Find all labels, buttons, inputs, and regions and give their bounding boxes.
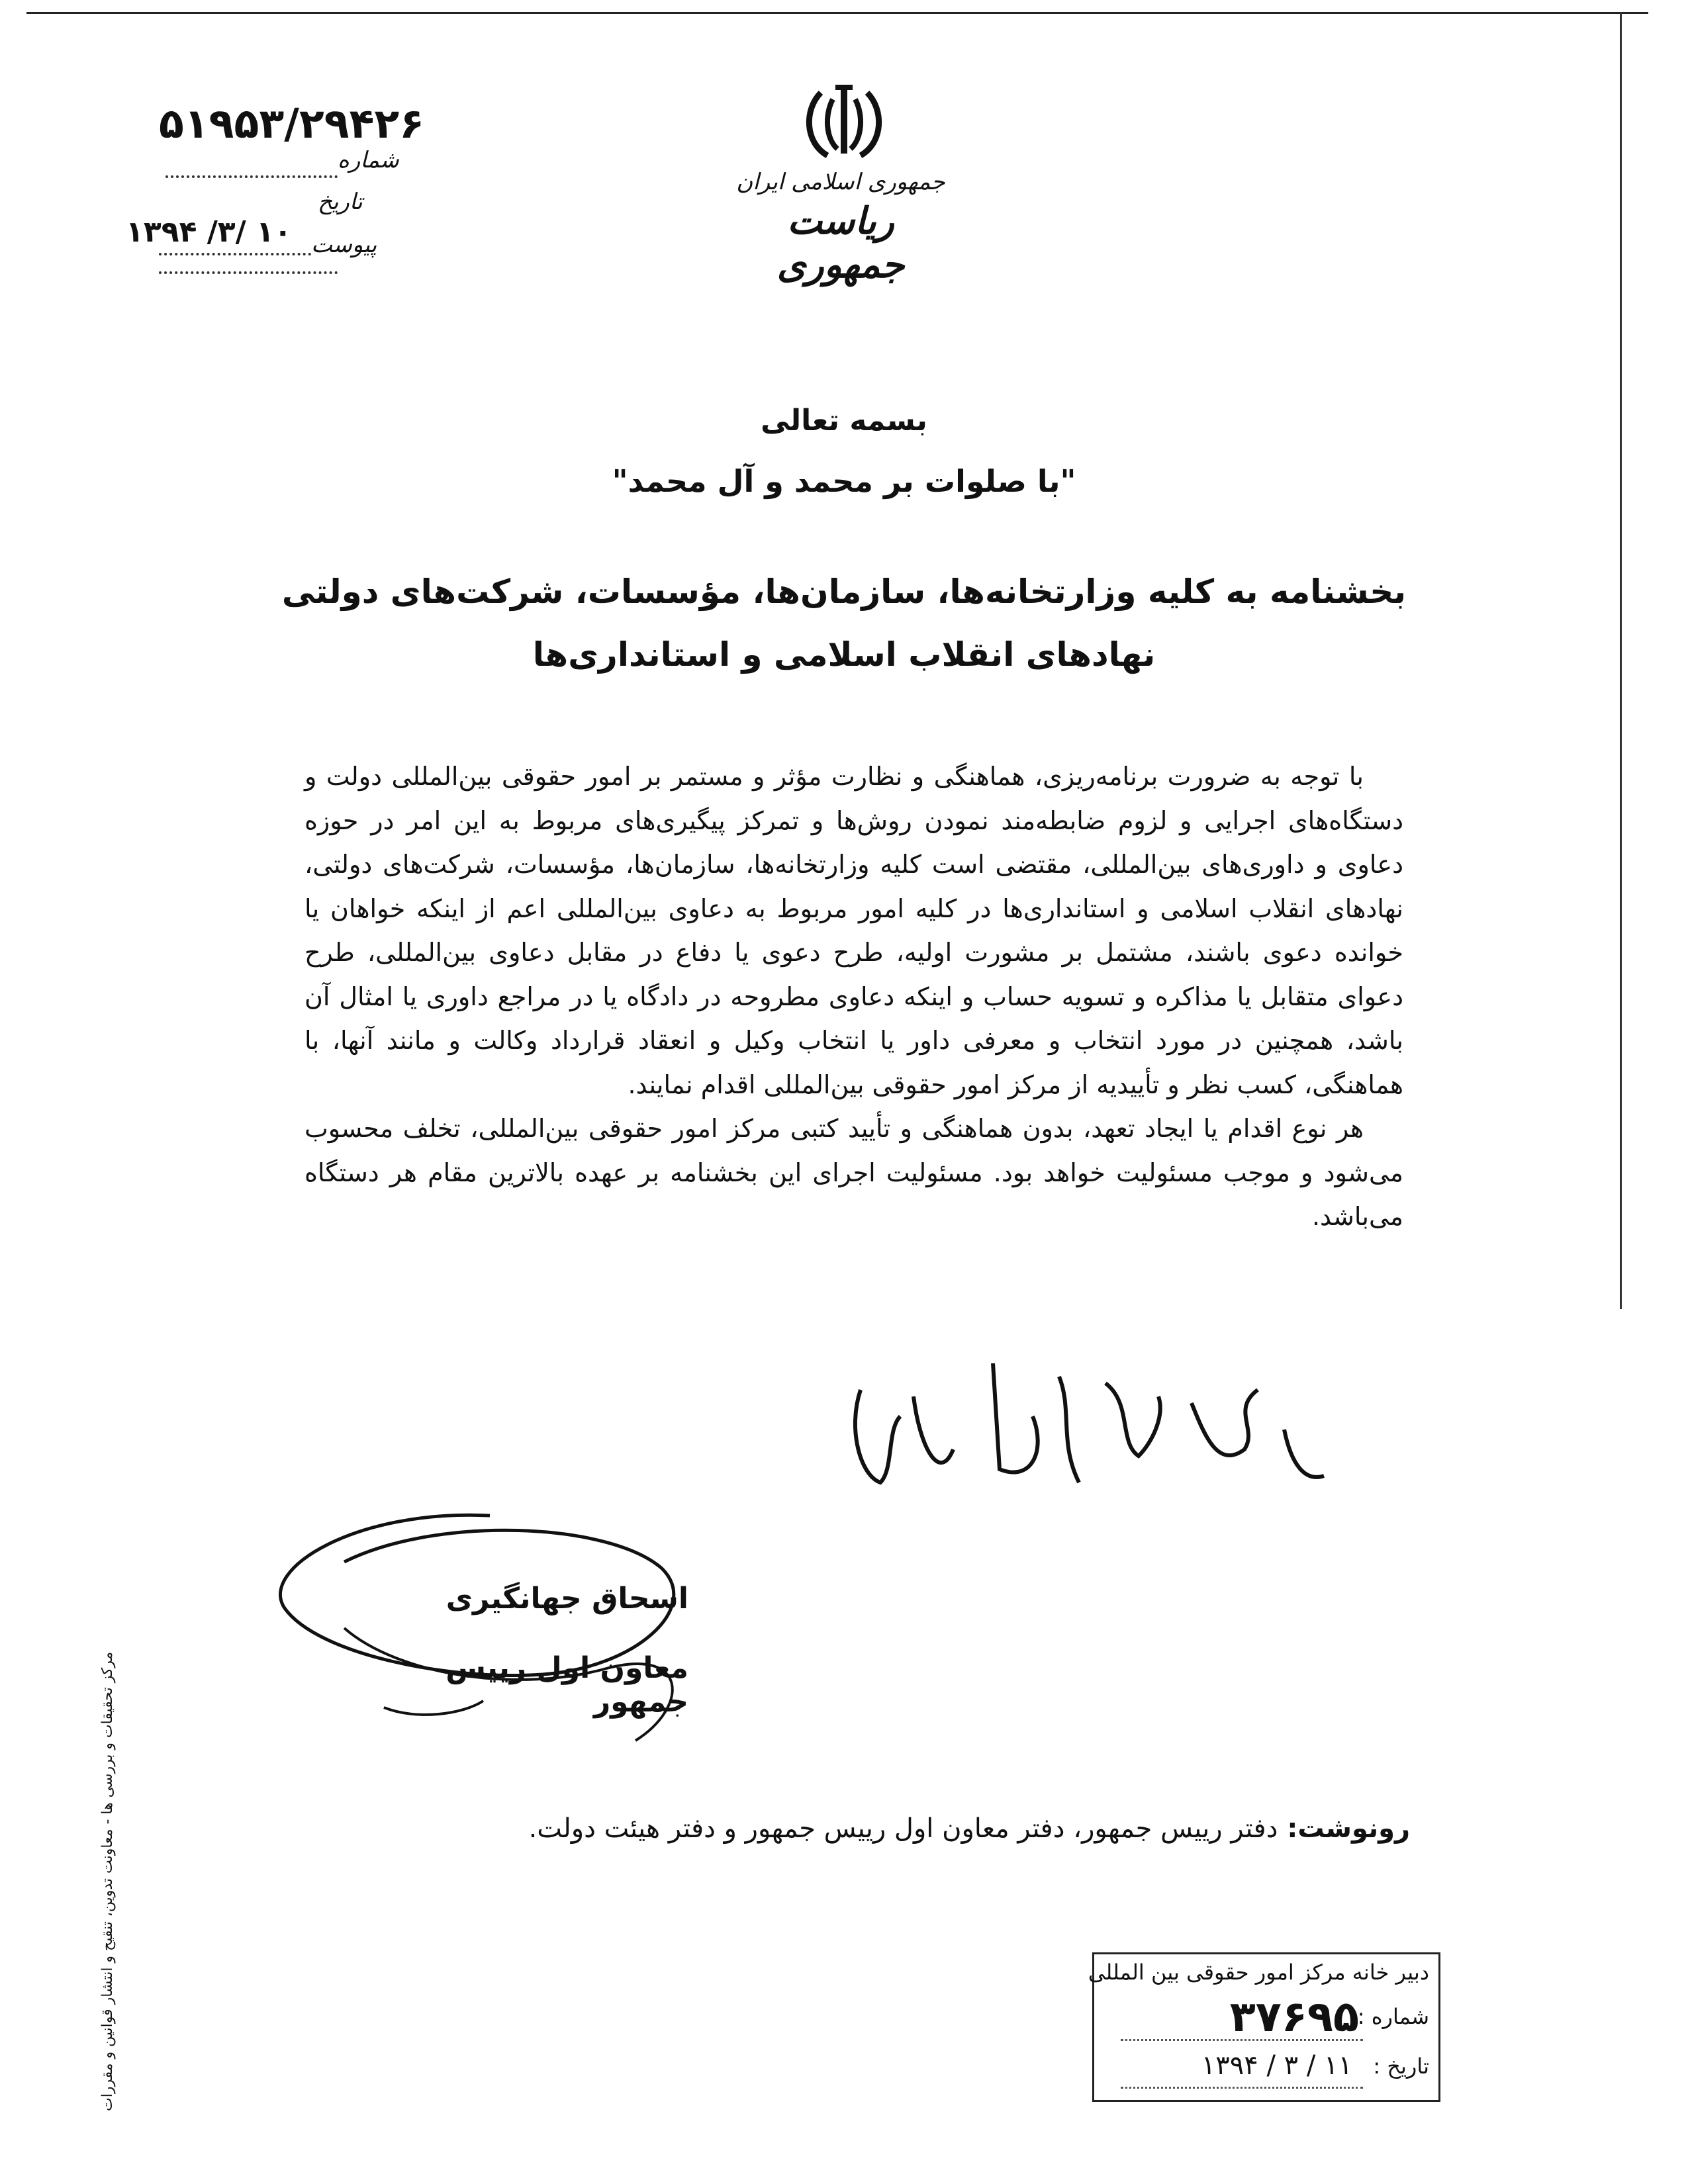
subject-line-1: بخشنامه به کلیه وزارتخانه‌ها، سازمان‌ها، مؤسسات، شرکت‌های دولتی — [281, 572, 1407, 611]
iran-emblem-icon — [801, 79, 887, 165]
right-border-line — [1620, 12, 1622, 1309]
signer-title: معاون اول رییس جمهور — [445, 1651, 688, 1719]
number-dotted-line — [165, 175, 338, 178]
side-note: مرکز تحقیقات و بررسی ها - معاونت تدوین، تنقیح و انتشار قوانین و مقررات — [99, 1651, 116, 2111]
attachment-dotted-line — [159, 271, 338, 274]
attachment-label: پیوست — [311, 232, 377, 258]
letter-date: ۱۳۹۴ /۳/ ۱۰ — [126, 215, 292, 249]
date-label: تاریخ — [318, 189, 363, 215]
receipt-date-label: تاریخ : — [1373, 2054, 1429, 2079]
receipt-number-label: شماره : — [1357, 2004, 1429, 2029]
emblem-caption-office: ریاست جمهوری — [776, 199, 905, 287]
carbon-copy-line — [463, 1813, 1410, 1844]
receipt-number-line — [1121, 2039, 1363, 2041]
signature-scribble — [265, 1456, 728, 1800]
receipt-number: ۳۷۶۹۵ — [1229, 1993, 1359, 2042]
cc-label: رونوشت: — [1287, 1813, 1410, 1844]
signer-name: اسحاق جهانگیری — [445, 1582, 688, 1615]
letter-meta-block — [119, 99, 425, 285]
body-paragraph-2: هر نوع اقدام یا ایجاد تعهد، بدون هماهنگی و تأیید کتبی مرکز امور حقوقی بین‌المللی، تخلف محسوب می‌شود و موجب مسئولیت خواهد بود. مسئولیت اجرای این بخشنامه بر عهده بالاترین مقام هر دستگاه می‌باشد. — [305, 1114, 1403, 1231]
subject-line-2: نهادهای انقلاب اسلامی و استانداری‌ها — [532, 635, 1156, 674]
receipt-date: ۱۳۹۴ / ۳ / ۱۱ — [1201, 2050, 1352, 2081]
date-dotted-line — [159, 253, 311, 255]
body-paragraph-1: با توجه به ضرورت برنامه‌ریزی، هماهنگی و نظارت مؤثر و مستمر بر امور حقوقی بین‌المللی دولت و دستگاه‌های اجرایی و لزوم ضابطه‌مند نمودن روش‌ها و تمرکز پیگیری‌های مربوط به این امر در حوزه دعاوی و داوری‌های بین‌المللی، مقتضی است کلیه وزارتخانه‌ها، سازمان‌ها، مؤسسات، شرکت‌های دولتی، نهادهای انقلاب اسلامی و استانداری‌ها در کلیه امور مربوط به دعاوی بین‌المللی اعم از اینکه خواهان یا خوانده دعوی باشند، مشتمل بر مشورت اولیه، طرح دعوی یا دفاع در مقابل دعاوی بین‌المللی، طرح دعوای متقابل یا مذاکره و تسویه حساب و اینکه دعاوی مطروحه در دادگاه یا در مراجع داوری یا امثال آن باشد، همچنین در مورد انتخاب و معرفی داور یا انتخاب وکیل و انعقاد قرارداد وکالت و مانند آنها، با هماهنگی، کسب نظر و تأییدیه از مرکز امور حقوقی بین‌المللی اقدام نمایند. — [305, 762, 1403, 1099]
letter-number: ۵۱۹۵۳/۲۹۴۲۶ — [159, 99, 425, 148]
emblem-caption-country: جمهوری اسلامی ایران — [736, 169, 945, 195]
emblem-caption — [728, 169, 953, 287]
letter-body — [305, 754, 1403, 1239]
top-border-line — [26, 12, 1648, 14]
bismillah-heading: بسمه تعالی — [761, 404, 927, 437]
receipt-date-line — [1121, 2087, 1363, 2089]
salavat-line: "با صلوات بر محمد و آل محمد" — [612, 463, 1076, 499]
cc-recipients: دفتر رییس جمهور، دفتر معاون اول رییس جمهور و دفتر هیئت دولت. — [528, 1813, 1278, 1844]
handwritten-annotation — [821, 1350, 1350, 1522]
receipt-stamp — [1088, 1952, 1440, 2102]
number-label: شماره — [338, 147, 399, 173]
receipt-header: دبیر خانه مرکز امور حقوقی بین المللی — [1088, 1960, 1429, 1985]
